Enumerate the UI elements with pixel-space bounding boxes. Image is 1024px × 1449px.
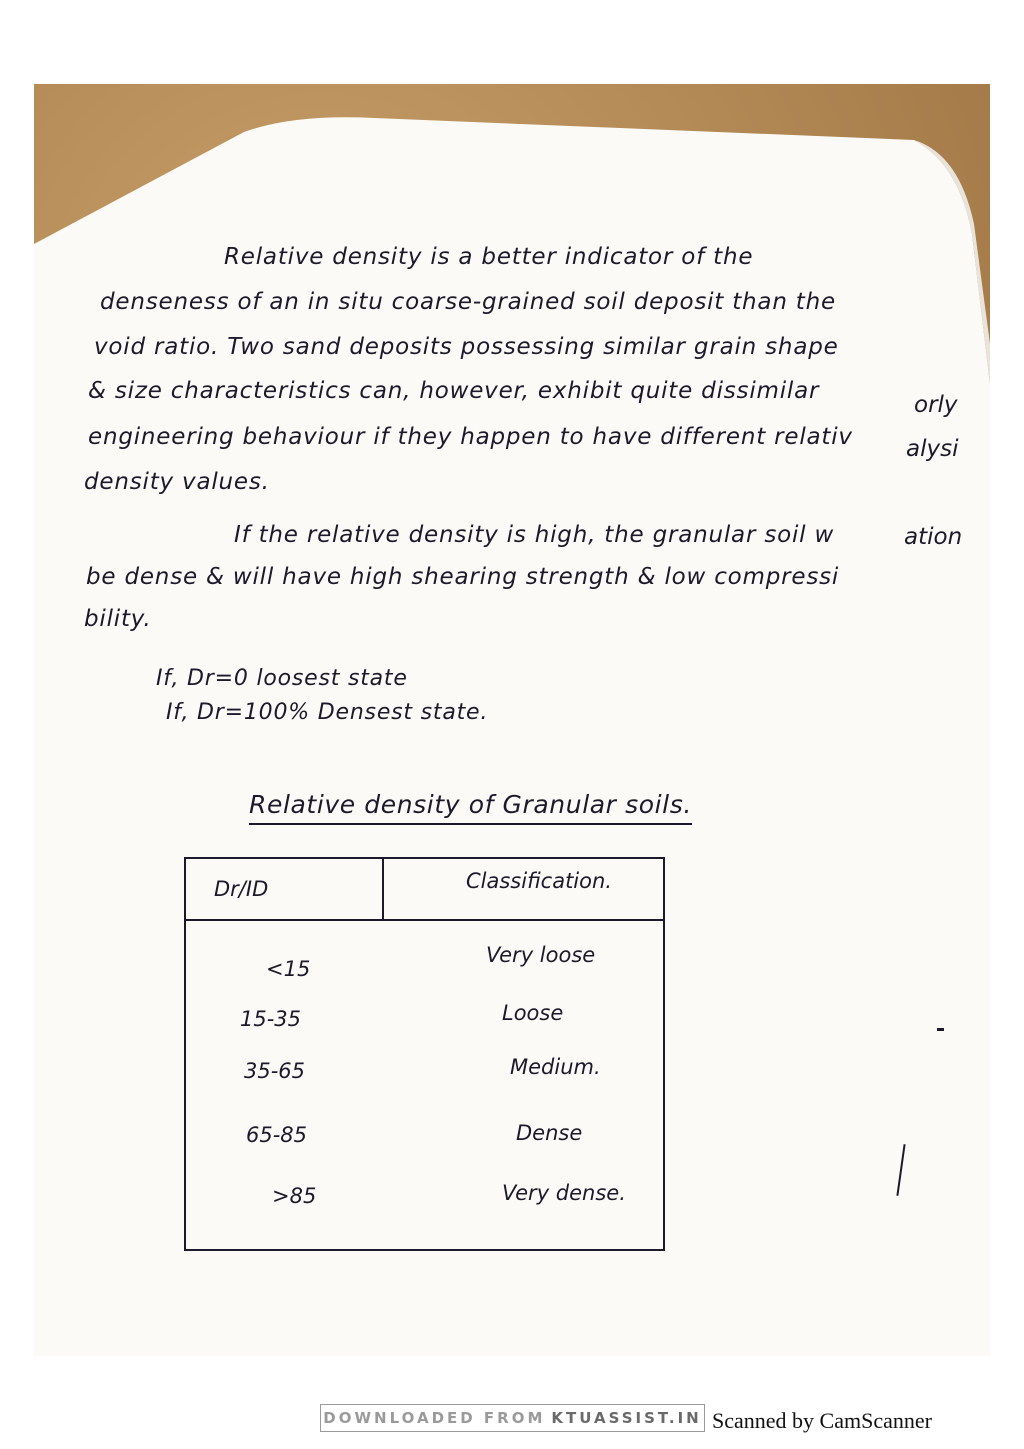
table-header-divider: [186, 919, 663, 921]
state-loosest: If, Dr=0 loosest state: [156, 666, 408, 691]
table-row-3-range: 35-65: [244, 1059, 306, 1083]
edge-fragment-1: orly: [914, 392, 958, 418]
table-row-5-class: Very dense.: [502, 1181, 626, 1205]
table-row-1-range: <15: [266, 957, 311, 981]
table-row-1-class: Very loose: [486, 943, 596, 967]
handwritten-page: [34, 84, 990, 1356]
para1-line4: & size characteristics can, however, exhibit quite dissimilar: [88, 378, 820, 404]
download-brand: KTUASSIST.IN: [551, 1409, 702, 1427]
edge-fragment-3: ation: [904, 524, 963, 550]
density-table: [184, 857, 665, 1251]
para2-line3: bility.: [84, 606, 152, 632]
para1-line5: engineering behaviour if they happen to have different relativ: [88, 424, 853, 450]
table-header-classification: Classification.: [466, 869, 612, 893]
table-column-divider: [382, 859, 384, 921]
scanner-credit: Scanned by CamScanner: [712, 1408, 932, 1433]
table-row-2-class: Loose: [502, 1001, 564, 1025]
table-row-4-class: Dense: [516, 1121, 583, 1145]
table-row-3-class: Medium.: [510, 1055, 601, 1079]
para2-line1: If the relative density is high, the granular soil w: [234, 522, 835, 548]
edge-fragment-2: alysi: [906, 436, 959, 462]
table-row-4-range: 65-85: [246, 1123, 308, 1147]
download-watermark: [320, 1404, 705, 1432]
download-prefix: DOWNLOADED FROM: [323, 1409, 546, 1427]
table-header-dr: Dr/ID: [214, 877, 269, 901]
state-densest: If, Dr=100% Densest state.: [166, 700, 489, 725]
table-row-5-range: >85: [272, 1184, 317, 1208]
table-title: Relative density of Granular soils.: [249, 790, 692, 825]
para1-line1: Relative density is a better indicator of the: [224, 244, 754, 270]
para1-line3: void ratio. Two sand deposits possessing similar grain shape: [94, 334, 839, 360]
para1-line6: density values.: [84, 469, 270, 495]
table-row-2-range: 15-35: [240, 1007, 302, 1031]
pen-dot: [937, 1028, 944, 1031]
para1-line2: denseness of an in situ coarse-grained soil deposit than the: [100, 289, 836, 315]
para2-line2: be dense & will have high shearing strength & low compressi: [86, 564, 840, 590]
